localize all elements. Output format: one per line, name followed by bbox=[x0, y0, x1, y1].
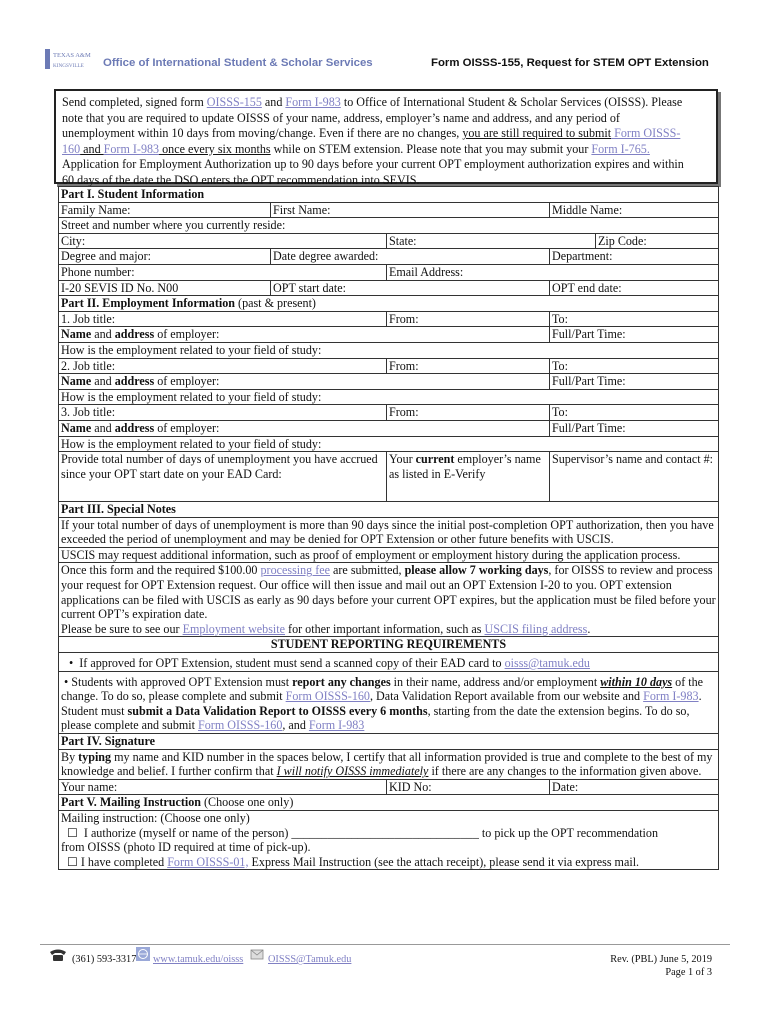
unemployment-note: If your total number of days of unemployment is more than 90 days since the initial post-completion OPT authorization, then you have exceeded the period of unemployment and may be denied for OPT Extension or other future benefits with USCIS. bbox=[59, 517, 719, 547]
link-oisss-160[interactable]: Form OISSS-160 bbox=[198, 718, 283, 733]
unemployment-days-field[interactable]: Provide total number of days of unemployment you have accrued since your OPT start date on your EAD Card: bbox=[59, 452, 387, 502]
text: you are still required to submit bbox=[462, 126, 612, 141]
text: my name and KID number in the spaces below, I certify that all information provided is true and complete to the best of my knowledge and belief. I further confirm that bbox=[61, 749, 713, 779]
text: address bbox=[114, 374, 155, 389]
job-to-field[interactable]: To: bbox=[550, 311, 719, 327]
job-from-field[interactable]: From: bbox=[387, 358, 550, 374]
department-field[interactable]: Department: bbox=[550, 249, 719, 265]
intro-line bbox=[62, 95, 710, 111]
phone-field[interactable]: Phone number: bbox=[59, 264, 387, 280]
mailing-options bbox=[59, 810, 719, 869]
text: employer’s name as listed in E-Verify bbox=[389, 452, 541, 481]
text: for other important information, such as bbox=[285, 621, 485, 636]
globe-icon bbox=[136, 947, 150, 961]
text: of employer: bbox=[154, 374, 220, 389]
text: unemployment within 10 days from moving/change. Even if there are no changes, bbox=[62, 126, 463, 141]
degree-field[interactable]: Degree and major: bbox=[59, 249, 271, 265]
office-name: Office of International Student & Scholar Services bbox=[103, 57, 373, 69]
part4-title: Part IV. Signature bbox=[59, 734, 719, 750]
job-from-field[interactable]: From: bbox=[387, 311, 550, 327]
text: Please be sure to see our bbox=[61, 621, 183, 636]
processing-note bbox=[59, 563, 719, 637]
supervisor-field[interactable]: Supervisor’s name and contact #: bbox=[550, 452, 719, 502]
text: submit a Data Validation Report to OISSS every 6 months bbox=[127, 703, 428, 718]
text: of employer: bbox=[154, 327, 220, 342]
link-form-i765[interactable]: Form I-765. bbox=[591, 141, 650, 156]
checkbox-icon[interactable]: ☐ bbox=[67, 854, 78, 869]
job-title-field[interactable]: 1. Job title: bbox=[59, 311, 387, 327]
text: to Office of International Student & Scholar Services (OISSS). Please bbox=[340, 95, 683, 109]
intro-line: Application for Employment Authorization up to 90 days before your current OPT employment authorization expires and within bbox=[62, 157, 684, 172]
mailing-instruction-label: Mailing instruction: (Choose one only) bbox=[61, 810, 250, 825]
text: Part II. Employment Information bbox=[61, 296, 236, 311]
employer-name-address-field[interactable] bbox=[59, 420, 550, 436]
job-title-field[interactable]: 3. Job title: bbox=[59, 405, 387, 421]
state-field[interactable]: State: bbox=[387, 233, 596, 249]
text: I will notify OISSS immediately bbox=[276, 764, 429, 779]
text: if there are any changes to the information given above. bbox=[428, 764, 702, 779]
link-form-i983[interactable]: Form I-983 bbox=[285, 95, 341, 109]
text: Part V. Mailing Instruction bbox=[61, 795, 201, 810]
job-to-field[interactable]: To: bbox=[550, 358, 719, 374]
footer-email-link[interactable]: OISSS@Tamuk.edu bbox=[268, 954, 352, 965]
link-oisss-160[interactable]: Form OISSS- bbox=[611, 126, 681, 141]
text: in their name, address and/or employment bbox=[390, 674, 601, 689]
job-from-field[interactable]: From: bbox=[387, 405, 550, 421]
text: address bbox=[114, 420, 155, 435]
text: Name bbox=[61, 420, 92, 435]
text: report any changes bbox=[292, 674, 391, 689]
text: Once this form and the required $100.00 bbox=[61, 563, 261, 578]
text: please allow 7 working days bbox=[404, 563, 549, 578]
tamuk-logo bbox=[45, 47, 97, 71]
zip-field[interactable]: Zip Code: bbox=[596, 233, 719, 249]
employer-name-address-field[interactable] bbox=[59, 374, 550, 390]
text: address bbox=[114, 327, 155, 342]
footer-website-link[interactable]: www.tamuk.edu/oisss bbox=[153, 954, 244, 965]
first-name-field[interactable]: First Name: bbox=[271, 202, 550, 218]
employer-name-address-field[interactable] bbox=[59, 327, 550, 343]
part1-title: Part I. Student Information bbox=[59, 187, 719, 203]
link-form-i983[interactable]: Form I-983 bbox=[103, 141, 160, 156]
link-form-i983[interactable]: Form I-983 bbox=[643, 689, 699, 704]
current-employer-field[interactable] bbox=[387, 452, 550, 502]
reporting-bullet-2: • Students with approved OPT Extension must report any changes in their name, address and/or employment within 10 days of the change. To do so, please complete and submit Form OISSS-160, Data Validation Report available from our website and Form I-983. Student must submit a Data Validation Report to OISSS every 6 months, starting from the date the extension begins. To do so, please complete and submit Form OISSS-160, and Form I-983 bbox=[59, 671, 719, 733]
text: , for OISSS to review and process your request for OPT Extension request. Our office will then issue and mail out an OPT Extension I-20 to you. OPT extension applications can be filed with USCIS as early as 90 days before your current OPT expires, but the application must be filed before your current OPT’s expiration date. bbox=[61, 563, 716, 622]
part2-title bbox=[59, 296, 719, 312]
footer-divider bbox=[40, 944, 730, 945]
full-part-time-field[interactable]: Full/Part Time: bbox=[550, 374, 719, 390]
intro-line bbox=[62, 126, 710, 142]
reporting-requirements-title: STUDENT REPORTING REQUIREMENTS bbox=[59, 637, 719, 653]
svg-text:KINGSVILLE: KINGSVILLE bbox=[53, 63, 84, 69]
date-degree-field[interactable]: Date degree awarded: bbox=[271, 249, 550, 265]
text: Your bbox=[389, 452, 416, 467]
text: of employer: bbox=[154, 420, 220, 435]
part5-title bbox=[59, 795, 719, 811]
express-mail-option[interactable] bbox=[61, 855, 716, 870]
text: I authorize (myself or name of the person) _______________________________ to pick up the OPT recommendation bbox=[83, 825, 659, 840]
opt-start-field[interactable]: OPT start date: bbox=[271, 280, 550, 296]
text: Express Mail Instruction (see the attach receipt), please send it via express mail. bbox=[248, 854, 640, 869]
link-oisss-155[interactable]: OISSS-155 bbox=[206, 95, 262, 109]
text: , starting from the date the extension begins. To do so, please complete and submit bbox=[61, 703, 690, 733]
text: and bbox=[91, 327, 115, 342]
uscis-note: USCIS may request additional information, such as proof of employment or employment history during the application process. bbox=[59, 547, 719, 563]
link-oisss-160[interactable]: 160 bbox=[62, 141, 81, 156]
text: By bbox=[61, 749, 79, 764]
text: Name bbox=[61, 327, 92, 342]
text: are submitted, bbox=[330, 563, 405, 578]
svg-text:TEXAS A&M: TEXAS A&M bbox=[53, 52, 91, 59]
intro-line: 60 days of the date the DSO enters the OPT recommendation into SEVIS. bbox=[62, 172, 420, 187]
intro-box bbox=[54, 89, 718, 187]
employment-related-field[interactable]: How is the employment related to your field of study: bbox=[59, 389, 719, 405]
text: and bbox=[91, 420, 115, 435]
link-processing-fee[interactable]: processing fee bbox=[260, 563, 331, 578]
sevis-field[interactable]: I-20 SEVIS ID No. N00 bbox=[59, 280, 271, 296]
full-part-time-field[interactable]: Full/Part Time: bbox=[550, 327, 719, 343]
revision-date: Rev. (PBL) June 5, 2019 bbox=[610, 954, 712, 965]
date-field[interactable]: Date: bbox=[550, 779, 719, 795]
your-name-field[interactable]: Your name: bbox=[59, 779, 387, 795]
link-oisss-160[interactable]: Form OISSS-160 bbox=[285, 689, 370, 704]
middle-name-field[interactable]: Middle Name: bbox=[550, 202, 719, 218]
email-field[interactable]: Email Address: bbox=[387, 264, 719, 280]
link-uscis-filing-address[interactable]: USCIS filing address bbox=[484, 621, 588, 636]
opt-end-field[interactable]: OPT end date: bbox=[550, 280, 719, 296]
mail-icon bbox=[250, 947, 264, 961]
text: (Choose one only) bbox=[200, 795, 294, 810]
stem-opt-form bbox=[58, 186, 719, 870]
certification-text bbox=[59, 749, 719, 779]
text: Students with approved OPT Extension must bbox=[71, 674, 293, 689]
footer-phone: (361) 593-3317 bbox=[72, 954, 137, 965]
text: and bbox=[91, 374, 115, 389]
text: typing bbox=[78, 749, 112, 764]
link-oisss-email[interactable]: oisss@tamuk.edu bbox=[504, 656, 590, 671]
text: and bbox=[80, 141, 104, 156]
text: . bbox=[587, 621, 591, 636]
employment-related-field[interactable]: How is the employment related to your field of study: bbox=[59, 342, 719, 358]
intro-line: note that you are required to update OISSS of your name, address, employer’s name and address, and any period of bbox=[62, 110, 620, 125]
link-employment-website[interactable]: Employment website bbox=[182, 621, 286, 636]
text: Send completed, signed form bbox=[62, 95, 207, 109]
text: of the change. To do so, please complete and submit bbox=[61, 674, 704, 704]
text: current bbox=[415, 452, 455, 467]
pickup-option-cont: from OISSS (photo ID required at time of pick-up). bbox=[61, 840, 311, 855]
page-number: Page 1 of 3 bbox=[665, 967, 712, 978]
text: while on STEM extension. Please note that you may submit your bbox=[270, 141, 592, 156]
job-to-field[interactable]: To: bbox=[550, 405, 719, 421]
part3-title: Part III. Special Notes bbox=[59, 502, 719, 518]
text: , Data Validation Report available from our website and bbox=[369, 689, 644, 704]
text: Name bbox=[61, 374, 92, 389]
link-oisss-01[interactable]: Form OISSS-01, bbox=[167, 854, 249, 869]
text: once every six months bbox=[159, 141, 271, 156]
employment-related-field[interactable]: How is the employment related to your field of study: bbox=[59, 436, 719, 452]
checkbox-icon[interactable]: ☐ bbox=[67, 825, 78, 840]
job-title-field[interactable]: 2. Job title: bbox=[59, 358, 387, 374]
text: . Student must bbox=[61, 689, 702, 718]
text: , and bbox=[282, 718, 309, 733]
family-name-field[interactable]: Family Name: bbox=[59, 202, 271, 218]
intro-line bbox=[62, 142, 710, 158]
city-field[interactable]: City: bbox=[59, 233, 387, 249]
pickup-option[interactable] bbox=[61, 826, 716, 841]
kid-field[interactable]: KID No: bbox=[387, 779, 550, 795]
form-title: Form OISSS-155, Request for STEM OPT Extension bbox=[431, 57, 709, 69]
text: If approved for OPT Extension, student must send a scanned copy of their EAD card to bbox=[79, 656, 505, 671]
link-form-i983[interactable]: Form I-983 bbox=[308, 718, 365, 733]
text: I have completed bbox=[80, 854, 168, 869]
text: within 10 days bbox=[600, 674, 673, 689]
phone-icon bbox=[48, 948, 68, 962]
text: (past & present) bbox=[235, 296, 316, 311]
text: and bbox=[261, 95, 286, 109]
reporting-bullet-1: • If approved for OPT Extension, student must send a scanned copy of their EAD card to oisss@tamuk.edu bbox=[59, 653, 719, 672]
full-part-time-field[interactable]: Full/Part Time: bbox=[550, 420, 719, 436]
street-field[interactable]: Street and number where you currently reside: bbox=[59, 218, 719, 234]
